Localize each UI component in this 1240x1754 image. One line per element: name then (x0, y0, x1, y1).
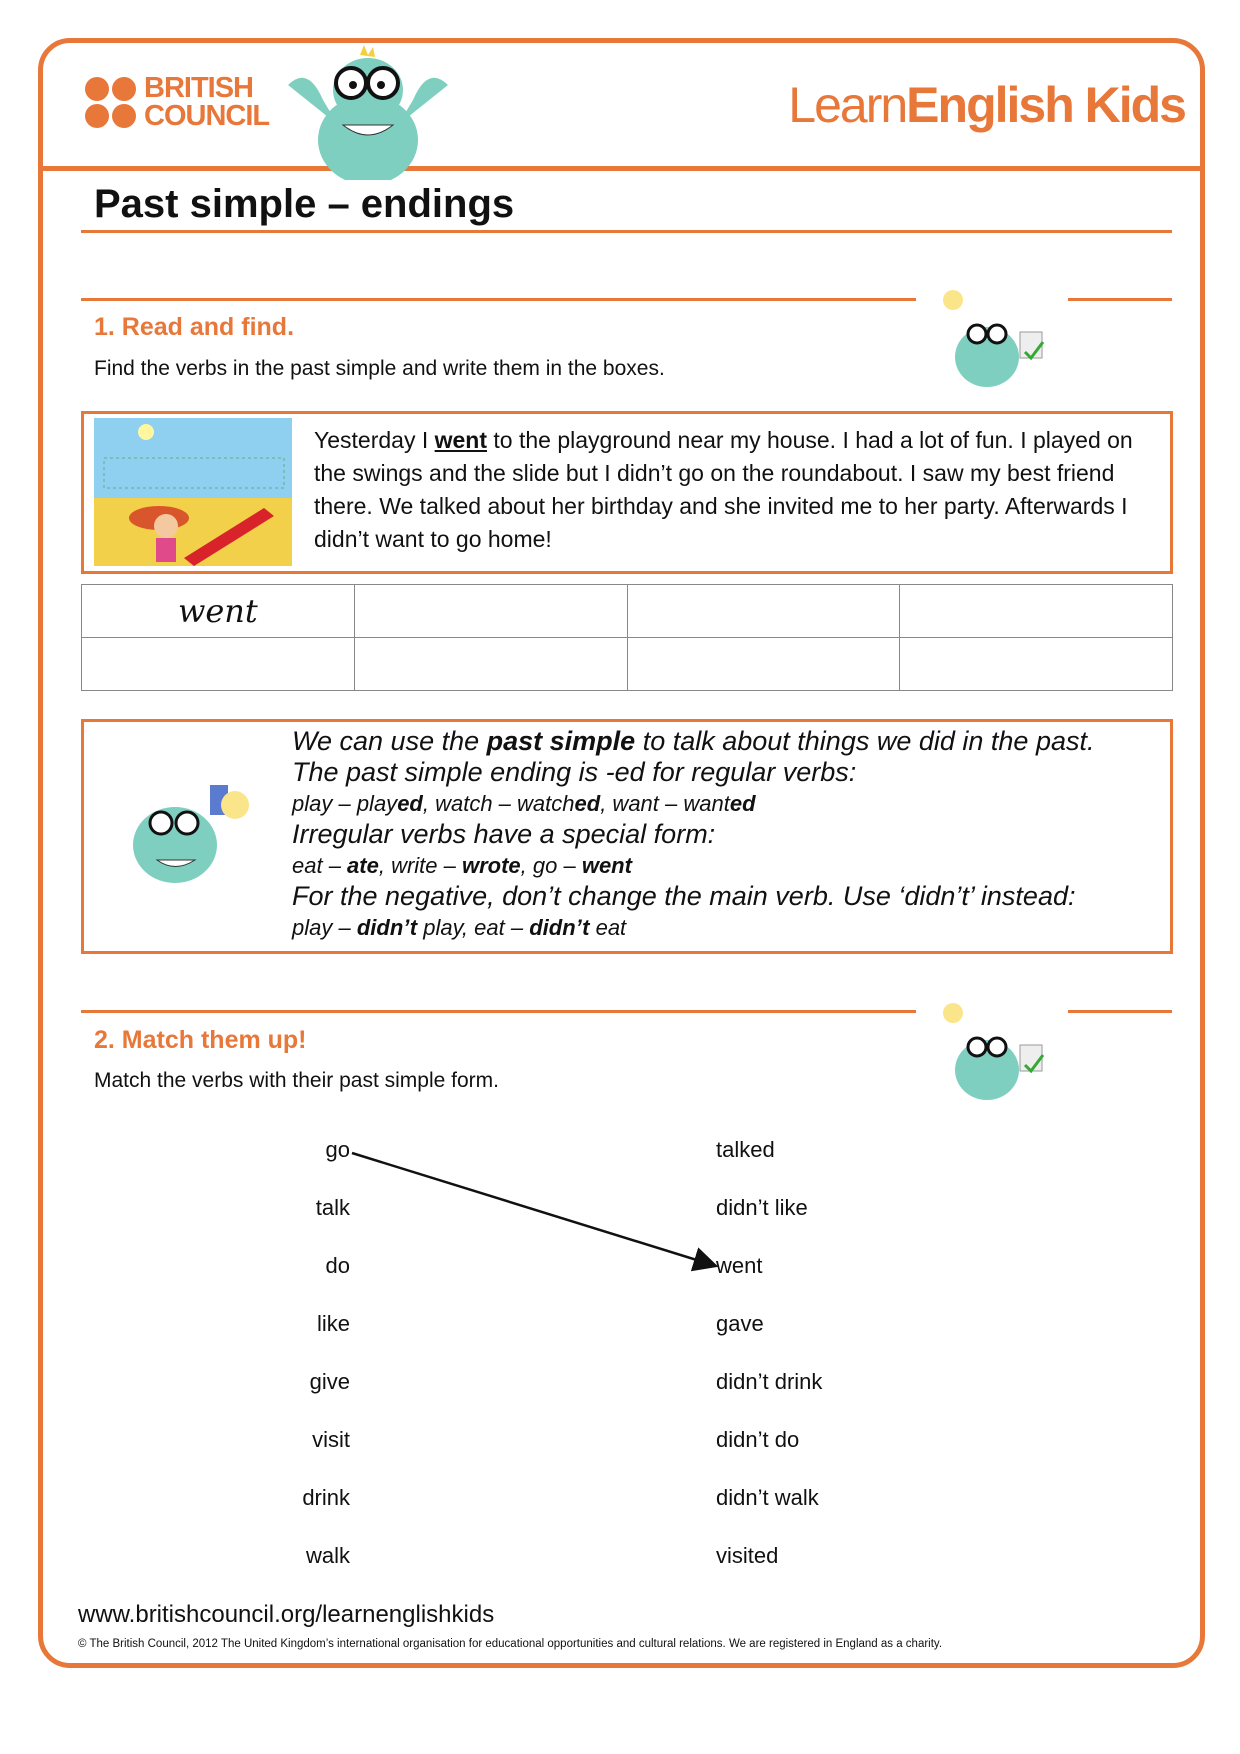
grammar-line-6: For the negative, don’t change the main verb. Use ‘didn’t’ instead: (292, 881, 1076, 911)
section1-instruction: Find the verbs in the past simple and write them in the boxes. (94, 357, 665, 380)
brand-line1: BRITISH (144, 72, 253, 104)
match-verb[interactable]: give (309, 1369, 350, 1394)
grammar-negative-examples: play – didn’t play, eat – didn’t eat (292, 915, 627, 940)
footer-url[interactable]: www.britishcouncil.org/learnenglishkids (78, 1601, 495, 1628)
story-text: Yesterday I went to the playground near my house. I had a lot of fun. I played on the swings and the slide but I didn’t go on the roundabout. I saw my best friend there. We talked about her birthday and she invited me to her party. Afterwards I didn’t want to go home! (314, 427, 1133, 552)
match-verb[interactable]: do (325, 1253, 350, 1278)
match-verb[interactable]: talk (315, 1195, 350, 1220)
grammar-line-1: We can use the past simple to talk about things we did in the past. (292, 726, 1095, 756)
match-past-form[interactable]: went (716, 1253, 763, 1278)
match-past-form[interactable]: gave (716, 1311, 764, 1336)
grammar-line-2: The past simple ending is -ed for regular verbs: (292, 757, 857, 787)
grammar-regular-examples: play – played, watch – watched, want – wanted (292, 791, 756, 816)
grammar-irregular-examples: eat – ate, write – wrote, go – went (292, 853, 632, 878)
section2-heading: 2. Match them up! (94, 1026, 307, 1054)
grammar-line-4: Irregular verbs have a special form: (292, 819, 716, 849)
footer-copyright: © The British Council, 2012 The United Kingdom’s international organisation for educational opportunities and cultural relations. We are registered in England as a charity. (78, 1638, 943, 1650)
match-verb[interactable]: go (325, 1137, 350, 1162)
match-verb[interactable]: visit (312, 1427, 350, 1452)
match-verb[interactable]: like (316, 1311, 350, 1336)
section2-instruction: Match the verbs with their past simple form. (94, 1069, 499, 1092)
match-past-form[interactable]: didn’t do (716, 1427, 800, 1452)
brand-line2: COUNCIL (144, 100, 270, 132)
section1-heading: 1. Read and find. (94, 313, 295, 341)
match-past-form[interactable]: talked (716, 1137, 775, 1162)
match-past-form[interactable]: didn’t drink (716, 1369, 823, 1394)
match-verb[interactable]: walk (305, 1543, 350, 1568)
page-title: Past simple – endings (94, 182, 515, 226)
match-past-form[interactable]: didn’t walk (716, 1485, 819, 1510)
match-verb[interactable]: drink (302, 1485, 350, 1510)
answer-cell[interactable]: went (82, 585, 355, 638)
match-past-form[interactable]: didn’t like (716, 1195, 808, 1220)
story-example-verb: went (434, 427, 488, 453)
match-past-form[interactable]: visited (716, 1543, 779, 1568)
learnenglish-kids-logo: LearnEnglish Kids (788, 77, 1185, 133)
